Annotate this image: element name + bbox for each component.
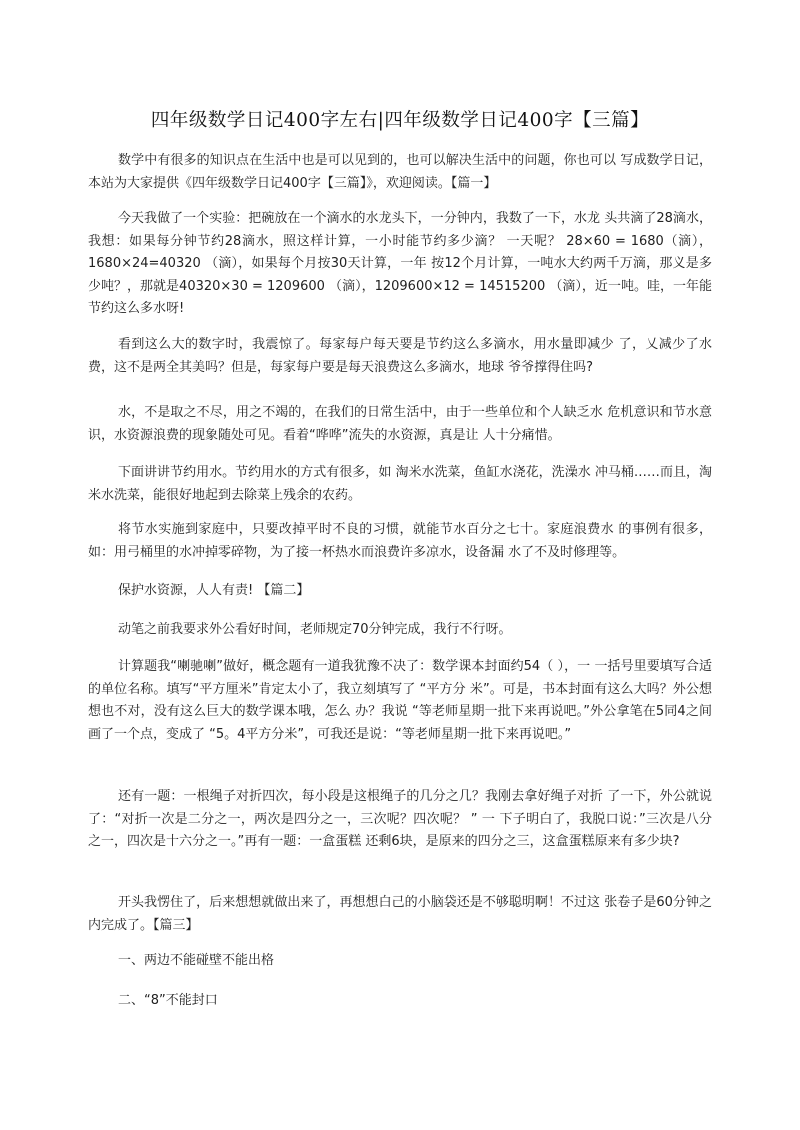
paragraph-before-writing: 动笔之前我要求外公看好时间，老师规定70分钟完成，我行不行呀。 bbox=[118, 622, 512, 637]
paragraph-family: 将节水实施到家庭中，只要改掉平时不良的习惯，就能节水百分之七十。家庭浪费水 的事例有很多，如：用弓桶里的水冲掉零碎物，为了接一杯热水而浪费许多凉水，设备漏 水了不及时修理等。 bbox=[88, 522, 712, 560]
paragraph-protect: 保护水资源，人人有责! 【篇二】 bbox=[118, 583, 310, 598]
paragraph-rope: 还有一题：一根绳子对折四次，每小段是这根绳子的几分之几？我刚去拿好绳子对折 了一下，外公就说了：“对折一次是二分之一，两次是四分之一，三次呢？四次呢？ ” 一 下子明白了，我脱口说：”三次是八分之一，四次是十六分之一。”再有一题：一盒蛋糕 还剩6块，是原来的四分之三，这盒蛋糕原来有多少块? bbox=[88, 789, 712, 849]
list-item-1: 一、两边不能碰壁不能出格 bbox=[118, 953, 275, 968]
document-title: 四年级数学日记400字左右|四年级数学日记400字【三篇】 bbox=[150, 110, 650, 131]
paragraph-finish: 开头我愣住了，后来想想就做出来了，再想想白己的小脑袋还是不够聪明啊！不过这 张卷子是60分钟之内完成了。【篇三】 bbox=[88, 895, 712, 933]
paragraph-shock: 看到这么大的数字时，我震惊了。每家每户每天要是节约这么多滴水，用水量即减少 了，乂减少了水费，这不是两全其美吗？但是，每家每户要是每天浪费这么多滴水，地球 爷爷撑得住吗? bbox=[88, 337, 712, 375]
list-item-2: 二、“8”不能封口 bbox=[118, 993, 218, 1008]
paragraph-calculation: 计算题我“喇驰喇”做好，概念题有一道我犹豫不决了：数学课本封面约54（ ），一 一括号里要填写合适的单位名称。填写“平方厘米”肯定太小了，我立刻填写了 “平方分 米”。可是，书本封面有这么大吗？外公想想也不对，没有这么巨大的数学课本哦，怎么 办？我说 “等老师星期一批下来再说吧。”外公拿笔在5同4之间画了一个点，变成了 “5。4平方分米”，可我还是说：“等老师星期一批下来再说吧。” bbox=[88, 659, 712, 742]
paragraph-intro: 数学中有很多的知识点在生活中也是可以见到的，也可以解决生活中的问题，你也可以 写成数学日记，本站为大家提供《四年级数学日记400字【三篇】》，欢迎阅读。【篇一】 bbox=[88, 153, 712, 191]
paragraph-water-crisis: 水，不是取之不尽，用之不竭的，在我们的日常生活中，由于一些单位和个人缺乏水 危机意识和节水意识，水资源浪费的现象随处可见。看着“哗哗”流失的水资源，真是让 人十分痛惜。 bbox=[88, 405, 712, 443]
paragraph-experiment: 今天我做了一个实验：把碗放在一个滴水的水龙头下，一分钟内，我数了一下，水龙 头共滴了28滴水，我想：如果每分钟节约28滴水，照这样计算，一小时能节约多少滴？ 一天呢？ 28×60 = 1680（滴），1680×24=40320 （滴），如果每个月按30天计算，一年 按12个月计算，一吨水大约两千万滴，那义是多少吨？，那就是40320×30 = 1209600 （滴），1209600×12 = 14515200 （滴），近一吨。哇，一年能节约这么多水呀! bbox=[88, 211, 712, 316]
paragraph-save-methods: 下面讲讲节约用水。节约用水的方式有很多，如 淘米水洗菜，鱼缸水浇花，洗澡水 冲马桶……而且，淘米水洗菜，能很好地起到去除菜上残余的农药。 bbox=[88, 465, 712, 503]
